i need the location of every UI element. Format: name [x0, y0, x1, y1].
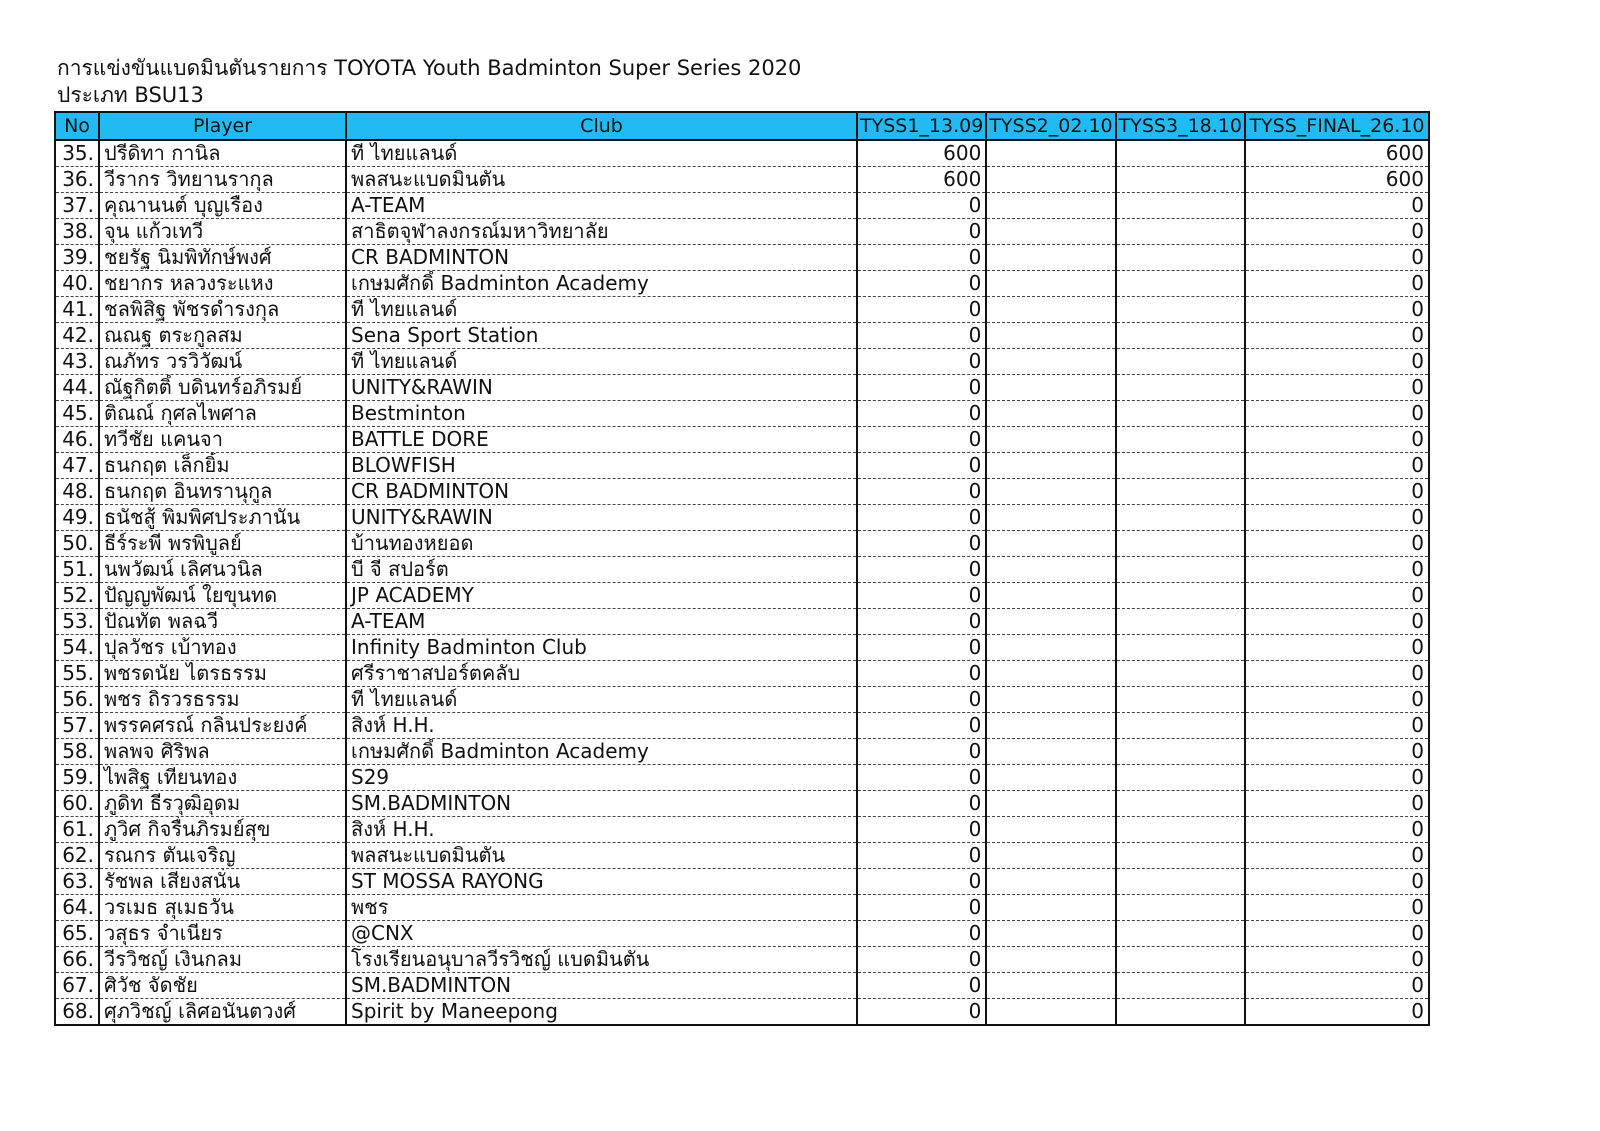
- cell-no: 51.: [55, 557, 99, 583]
- cell-tyss-final: 0: [1245, 869, 1429, 895]
- cell-player: ชยรัฐ นิมพิทักษ์พงศ์: [99, 245, 346, 271]
- cell-tyss2: [986, 713, 1115, 739]
- cell-club: สิงห์ H.H.: [346, 817, 857, 843]
- table-header-row: [55, 112, 1429, 140]
- table-row: [55, 921, 1429, 947]
- header-tyss2: TYSS2_02.10: [986, 112, 1115, 140]
- table-row: [55, 817, 1429, 843]
- cell-tyss3: [1116, 999, 1245, 1026]
- cell-tyss3: [1116, 401, 1245, 427]
- table-row: [55, 505, 1429, 531]
- table-row: [55, 479, 1429, 505]
- cell-tyss-final: 0: [1245, 895, 1429, 921]
- cell-player: ธีร์ระพี พรพิบูลย์: [99, 531, 346, 557]
- cell-club: เกษมศักดิ์ Badminton Academy: [346, 739, 857, 765]
- cell-tyss3: [1116, 687, 1245, 713]
- cell-tyss3: [1116, 713, 1245, 739]
- cell-tyss1: 0: [857, 219, 986, 245]
- cell-tyss2: [986, 739, 1115, 765]
- cell-tyss1: 0: [857, 193, 986, 219]
- cell-player: ศิวัช จัดชัย: [99, 973, 346, 999]
- cell-tyss3: [1116, 505, 1245, 531]
- cell-tyss-final: 0: [1245, 817, 1429, 843]
- cell-tyss-final: 0: [1245, 349, 1429, 375]
- cell-tyss3: [1116, 219, 1245, 245]
- cell-tyss2: [986, 791, 1115, 817]
- cell-club: พลสนะแบดมินตัน: [346, 167, 857, 193]
- cell-club: S29: [346, 765, 857, 791]
- cell-tyss1: 0: [857, 999, 986, 1026]
- cell-club: สิงห์ H.H.: [346, 713, 857, 739]
- table-row: [55, 427, 1429, 453]
- cell-tyss2: [986, 635, 1115, 661]
- cell-player: คุณานนต์ บุญเรือง: [99, 193, 346, 219]
- cell-tyss3: [1116, 453, 1245, 479]
- cell-tyss1: 0: [857, 297, 986, 323]
- table-row: [55, 999, 1429, 1026]
- cell-tyss-final: 0: [1245, 609, 1429, 635]
- cell-player: พชร ถิรวรธรรม: [99, 687, 346, 713]
- cell-player: ปัญญพัฒน์ ใยขุนทด: [99, 583, 346, 609]
- cell-tyss3: [1116, 791, 1245, 817]
- cell-tyss-final: 0: [1245, 505, 1429, 531]
- cell-tyss2: [986, 453, 1115, 479]
- cell-player: วสุธร จำเนียร: [99, 921, 346, 947]
- cell-player: ธนกฤต เล็กยิ้ม: [99, 453, 346, 479]
- cell-club: พชร: [346, 895, 857, 921]
- cell-player: ศุภวิชญ์ เลิศอนันตวงศ์: [99, 999, 346, 1026]
- cell-no: 57.: [55, 713, 99, 739]
- cell-player: ทวีชัย แคนจา: [99, 427, 346, 453]
- cell-tyss1: 600: [857, 140, 986, 167]
- cell-player: ภูวิศ กิจรื่นภิรมย์สุข: [99, 817, 346, 843]
- cell-no: 41.: [55, 297, 99, 323]
- cell-tyss2: [986, 687, 1115, 713]
- table-row: [55, 661, 1429, 687]
- cell-no: 38.: [55, 219, 99, 245]
- cell-no: 54.: [55, 635, 99, 661]
- cell-tyss2: [986, 167, 1115, 193]
- cell-club: พลสนะแบดมินตัน: [346, 843, 857, 869]
- header-tyss3: TYSS3_18.10: [1116, 112, 1245, 140]
- cell-club: @CNX: [346, 921, 857, 947]
- cell-club: สาธิตจุฬาลงกรณ์มหาวิทยาลัย: [346, 219, 857, 245]
- cell-tyss1: 0: [857, 739, 986, 765]
- cell-tyss2: [986, 947, 1115, 973]
- cell-tyss1: 0: [857, 245, 986, 271]
- cell-tyss2: [986, 531, 1115, 557]
- cell-tyss3: [1116, 921, 1245, 947]
- cell-tyss3: [1116, 843, 1245, 869]
- cell-no: 61.: [55, 817, 99, 843]
- cell-tyss1: 0: [857, 505, 986, 531]
- cell-tyss1: 0: [857, 921, 986, 947]
- cell-tyss2: [986, 140, 1115, 167]
- cell-no: 60.: [55, 791, 99, 817]
- cell-tyss2: [986, 245, 1115, 271]
- cell-tyss3: [1116, 427, 1245, 453]
- cell-tyss-final: 0: [1245, 271, 1429, 297]
- cell-tyss1: 0: [857, 557, 986, 583]
- cell-tyss-final: 0: [1245, 973, 1429, 999]
- cell-tyss1: 0: [857, 375, 986, 401]
- cell-tyss2: [986, 921, 1115, 947]
- cell-club: Sena Sport Station: [346, 323, 857, 349]
- table-row: [55, 453, 1429, 479]
- cell-tyss-final: 0: [1245, 999, 1429, 1026]
- cell-club: บ้านทองหยอด: [346, 531, 857, 557]
- cell-tyss-final: 0: [1245, 531, 1429, 557]
- cell-tyss-final: 0: [1245, 661, 1429, 687]
- cell-no: 42.: [55, 323, 99, 349]
- cell-club: Infinity Badminton Club: [346, 635, 857, 661]
- cell-club: ST MOSSA RAYONG: [346, 869, 857, 895]
- cell-no: 65.: [55, 921, 99, 947]
- cell-no: 39.: [55, 245, 99, 271]
- cell-tyss3: [1116, 167, 1245, 193]
- cell-tyss-final: 0: [1245, 739, 1429, 765]
- cell-player: ปุลวัชร เบ้าทอง: [99, 635, 346, 661]
- table-row: [55, 765, 1429, 791]
- header-tyss1: TYSS1_13.09: [857, 112, 986, 140]
- cell-tyss2: [986, 323, 1115, 349]
- cell-player: ณภัทร วรวิวัฒน์: [99, 349, 346, 375]
- cell-tyss1: 0: [857, 895, 986, 921]
- cell-tyss3: [1116, 609, 1245, 635]
- table-row: [55, 869, 1429, 895]
- cell-tyss2: [986, 271, 1115, 297]
- cell-club: Bestminton: [346, 401, 857, 427]
- cell-tyss-final: 0: [1245, 479, 1429, 505]
- cell-tyss-final: 0: [1245, 713, 1429, 739]
- cell-tyss1: 0: [857, 713, 986, 739]
- cell-tyss2: [986, 973, 1115, 999]
- table-row: [55, 739, 1429, 765]
- table-row: [55, 973, 1429, 999]
- cell-no: 64.: [55, 895, 99, 921]
- cell-tyss1: 0: [857, 843, 986, 869]
- cell-tyss1: 0: [857, 479, 986, 505]
- cell-tyss2: [986, 193, 1115, 219]
- cell-player: รัชพล เสียงสนั่น: [99, 869, 346, 895]
- cell-tyss3: [1116, 479, 1245, 505]
- cell-no: 52.: [55, 583, 99, 609]
- cell-club: ศรีราชาสปอร์ตคลับ: [346, 661, 857, 687]
- table-row: [55, 531, 1429, 557]
- cell-no: 46.: [55, 427, 99, 453]
- cell-club: SM.BADMINTON: [346, 791, 857, 817]
- cell-tyss2: [986, 557, 1115, 583]
- cell-no: 63.: [55, 869, 99, 895]
- cell-tyss-final: 600: [1245, 140, 1429, 167]
- table-row: [55, 583, 1429, 609]
- cell-tyss3: [1116, 297, 1245, 323]
- cell-club: ที ไทยแลนด์: [346, 687, 857, 713]
- cell-tyss3: [1116, 661, 1245, 687]
- cell-tyss3: [1116, 869, 1245, 895]
- cell-club: A-TEAM: [346, 193, 857, 219]
- cell-club: JP ACADEMY: [346, 583, 857, 609]
- cell-tyss3: [1116, 531, 1245, 557]
- cell-tyss1: 0: [857, 609, 986, 635]
- cell-tyss3: [1116, 947, 1245, 973]
- cell-player: ติณณ์ กุศลไพศาล: [99, 401, 346, 427]
- cell-tyss-final: 0: [1245, 427, 1429, 453]
- cell-tyss-final: 0: [1245, 843, 1429, 869]
- cell-no: 55.: [55, 661, 99, 687]
- document-title: การแข่งขันแบดมินตันรายการ TOYOTA Youth Badminton Super Series 2020: [57, 56, 802, 80]
- table-body: [55, 140, 1429, 1025]
- cell-tyss2: [986, 609, 1115, 635]
- cell-tyss1: 0: [857, 531, 986, 557]
- cell-no: 40.: [55, 271, 99, 297]
- cell-club: ที ไทยแลนด์: [346, 297, 857, 323]
- cell-tyss-final: 0: [1245, 635, 1429, 661]
- table-row: [55, 635, 1429, 661]
- cell-tyss3: [1116, 765, 1245, 791]
- cell-player: ธนกฤต อินทรานุกูล: [99, 479, 346, 505]
- table-row: [55, 947, 1429, 973]
- table-row: [55, 245, 1429, 271]
- cell-tyss1: 0: [857, 583, 986, 609]
- table-row: [55, 167, 1429, 193]
- cell-tyss3: [1116, 973, 1245, 999]
- cell-tyss-final: 600: [1245, 167, 1429, 193]
- cell-club: CR BADMINTON: [346, 245, 857, 271]
- cell-tyss1: 0: [857, 427, 986, 453]
- cell-player: รณกร ตันเจริญ: [99, 843, 346, 869]
- header-tyss-final: TYSS_FINAL_26.10: [1245, 112, 1429, 140]
- header-player: Player: [99, 112, 346, 140]
- cell-no: 49.: [55, 505, 99, 531]
- cell-no: 37.: [55, 193, 99, 219]
- table-row: [55, 557, 1429, 583]
- cell-player: ไพสิฐ เทียนทอง: [99, 765, 346, 791]
- cell-tyss1: 0: [857, 635, 986, 661]
- table-row: [55, 401, 1429, 427]
- table-row: [55, 297, 1429, 323]
- header-no: No: [55, 112, 99, 140]
- cell-player: วีรวิชญ์ เงินกลม: [99, 947, 346, 973]
- cell-tyss2: [986, 349, 1115, 375]
- cell-tyss3: [1116, 583, 1245, 609]
- cell-club: A-TEAM: [346, 609, 857, 635]
- cell-player: ณัฐกิตติ์ บดินทร์อภิรมย์: [99, 375, 346, 401]
- cell-player: วีรากร วิทยานรากุล: [99, 167, 346, 193]
- table-row: [55, 375, 1429, 401]
- cell-no: 43.: [55, 349, 99, 375]
- cell-tyss2: [986, 505, 1115, 531]
- cell-tyss2: [986, 817, 1115, 843]
- cell-tyss-final: 0: [1245, 921, 1429, 947]
- table-row: [55, 895, 1429, 921]
- table-row: [55, 271, 1429, 297]
- cell-tyss1: 0: [857, 687, 986, 713]
- cell-tyss2: [986, 479, 1115, 505]
- cell-tyss-final: 0: [1245, 557, 1429, 583]
- cell-tyss-final: 0: [1245, 323, 1429, 349]
- cell-tyss3: [1116, 817, 1245, 843]
- cell-no: 47.: [55, 453, 99, 479]
- cell-no: 48.: [55, 479, 99, 505]
- cell-tyss2: [986, 843, 1115, 869]
- cell-tyss2: [986, 427, 1115, 453]
- cell-player: วรเมธ สุเมธวัน: [99, 895, 346, 921]
- cell-no: 68.: [55, 999, 99, 1026]
- cell-club: BATTLE DORE: [346, 427, 857, 453]
- cell-tyss-final: 0: [1245, 375, 1429, 401]
- cell-tyss3: [1116, 557, 1245, 583]
- cell-tyss2: [986, 999, 1115, 1026]
- table-row: [55, 791, 1429, 817]
- cell-player: พรรคศรณ์ กลิ่นประยงค์: [99, 713, 346, 739]
- cell-player: ธนัชสู้ พิมพิศประภานัน: [99, 505, 346, 531]
- cell-tyss1: 0: [857, 973, 986, 999]
- cell-no: 50.: [55, 531, 99, 557]
- cell-no: 62.: [55, 843, 99, 869]
- cell-tyss2: [986, 661, 1115, 687]
- cell-tyss1: 0: [857, 271, 986, 297]
- cell-tyss1: 0: [857, 349, 986, 375]
- results-table: [54, 111, 1430, 1026]
- cell-no: 45.: [55, 401, 99, 427]
- cell-tyss3: [1116, 193, 1245, 219]
- cell-club: บี จี สปอร์ต: [346, 557, 857, 583]
- cell-tyss3: [1116, 349, 1245, 375]
- cell-tyss-final: 0: [1245, 687, 1429, 713]
- cell-tyss2: [986, 401, 1115, 427]
- cell-tyss-final: 0: [1245, 947, 1429, 973]
- cell-tyss3: [1116, 245, 1245, 271]
- cell-player: ชลพิสิฐ พัชรดำรงกุล: [99, 297, 346, 323]
- cell-tyss3: [1116, 323, 1245, 349]
- cell-player: ปัณทัต พลฉวี: [99, 609, 346, 635]
- cell-no: 44.: [55, 375, 99, 401]
- cell-tyss3: [1116, 635, 1245, 661]
- cell-tyss1: 0: [857, 401, 986, 427]
- cell-club: ที ไทยแลนด์: [346, 140, 857, 167]
- cell-player: ภูดิท ธีรวุฒิอุดม: [99, 791, 346, 817]
- cell-club: โรงเรียนอนุบาลวีรวิชญ์ แบดมินตัน: [346, 947, 857, 973]
- cell-tyss1: 600: [857, 167, 986, 193]
- cell-player: นพวัฒน์ เลิศนวนิล: [99, 557, 346, 583]
- table-row: [55, 323, 1429, 349]
- cell-tyss3: [1116, 375, 1245, 401]
- table-row: [55, 219, 1429, 245]
- cell-no: 66.: [55, 947, 99, 973]
- document-subtitle: ประเภท BSU13: [57, 83, 204, 107]
- table-row: [55, 713, 1429, 739]
- cell-no: 53.: [55, 609, 99, 635]
- cell-player: พชรดนัย ไตรธรรม: [99, 661, 346, 687]
- cell-tyss1: 0: [857, 453, 986, 479]
- table-row: [55, 843, 1429, 869]
- table-row: [55, 140, 1429, 167]
- cell-tyss2: [986, 583, 1115, 609]
- cell-player: จุน แก้วเทวี: [99, 219, 346, 245]
- cell-no: 35.: [55, 140, 99, 167]
- table-row: [55, 349, 1429, 375]
- cell-tyss2: [986, 765, 1115, 791]
- cell-club: BLOWFISH: [346, 453, 857, 479]
- cell-player: ปรีดิทา กานิล: [99, 140, 346, 167]
- table-row: [55, 609, 1429, 635]
- cell-tyss-final: 0: [1245, 765, 1429, 791]
- cell-club: CR BADMINTON: [346, 479, 857, 505]
- cell-tyss2: [986, 297, 1115, 323]
- cell-tyss1: 0: [857, 791, 986, 817]
- cell-tyss2: [986, 375, 1115, 401]
- cell-tyss3: [1116, 140, 1245, 167]
- cell-tyss2: [986, 895, 1115, 921]
- table-row: [55, 193, 1429, 219]
- cell-tyss1: 0: [857, 947, 986, 973]
- cell-tyss1: 0: [857, 661, 986, 687]
- cell-player: ชยากร หลวงระแหง: [99, 271, 346, 297]
- cell-club: SM.BADMINTON: [346, 973, 857, 999]
- cell-no: 56.: [55, 687, 99, 713]
- cell-tyss-final: 0: [1245, 401, 1429, 427]
- cell-tyss2: [986, 869, 1115, 895]
- cell-tyss-final: 0: [1245, 193, 1429, 219]
- cell-tyss3: [1116, 895, 1245, 921]
- cell-tyss-final: 0: [1245, 245, 1429, 271]
- table-row: [55, 687, 1429, 713]
- cell-tyss1: 0: [857, 817, 986, 843]
- cell-no: 58.: [55, 739, 99, 765]
- cell-tyss-final: 0: [1245, 791, 1429, 817]
- cell-club: Spirit by Maneepong: [346, 999, 857, 1026]
- cell-player: พลพจ ศิริพล: [99, 739, 346, 765]
- cell-tyss2: [986, 219, 1115, 245]
- header-club: Club: [346, 112, 857, 140]
- cell-tyss-final: 0: [1245, 219, 1429, 245]
- cell-player: ณณฐ ตระกูลสม: [99, 323, 346, 349]
- cell-tyss3: [1116, 271, 1245, 297]
- cell-tyss1: 0: [857, 765, 986, 791]
- cell-tyss-final: 0: [1245, 297, 1429, 323]
- cell-tyss-final: 0: [1245, 583, 1429, 609]
- cell-tyss3: [1116, 739, 1245, 765]
- cell-club: UNITY&RAWIN: [346, 505, 857, 531]
- cell-club: เกษมศักดิ์ Badminton Academy: [346, 271, 857, 297]
- cell-no: 59.: [55, 765, 99, 791]
- cell-no: 36.: [55, 167, 99, 193]
- cell-tyss1: 0: [857, 869, 986, 895]
- cell-tyss1: 0: [857, 323, 986, 349]
- cell-no: 67.: [55, 973, 99, 999]
- cell-club: ที ไทยแลนด์: [346, 349, 857, 375]
- cell-tyss-final: 0: [1245, 453, 1429, 479]
- cell-club: UNITY&RAWIN: [346, 375, 857, 401]
